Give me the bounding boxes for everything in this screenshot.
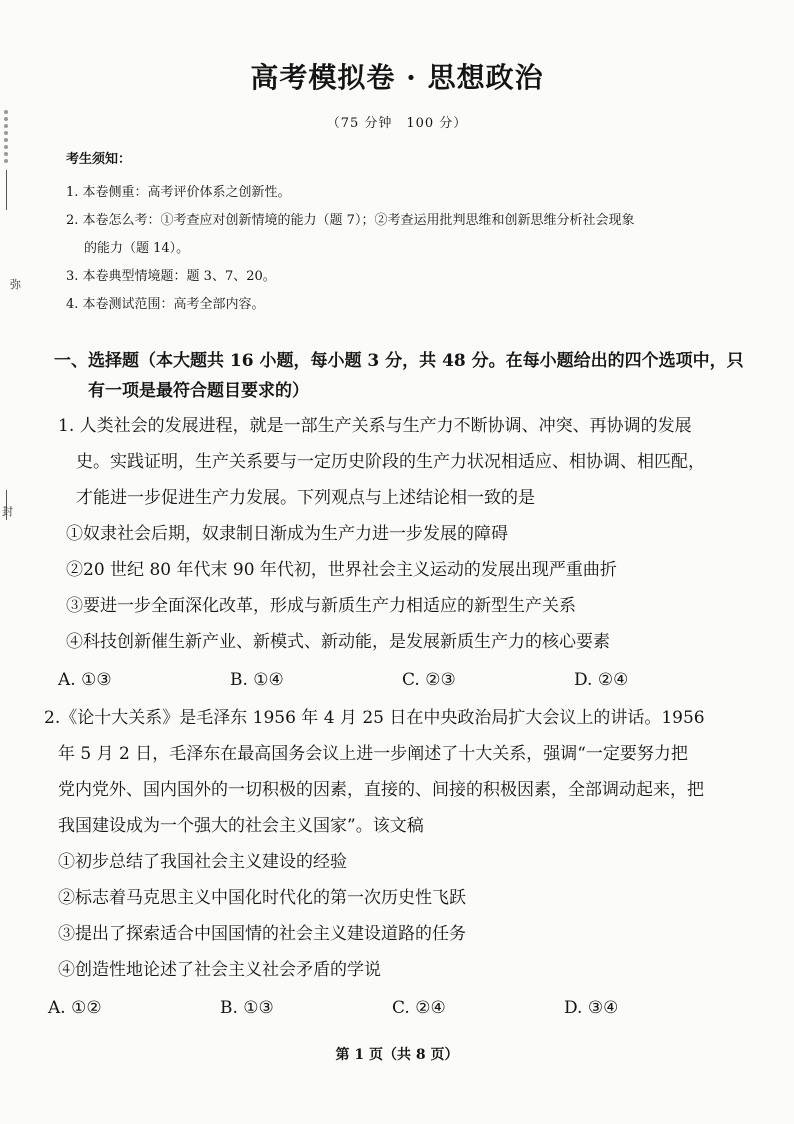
exam-body (44, 346, 758, 1026)
stem-line: 我国建设成为一个强大的社会主义国家”。该文稿 (58, 816, 424, 836)
statement-option: ③要进一步全面深化改革，形成与新质生产力相适应的新型生产关系 (66, 596, 576, 616)
exam-duration-score: （75 分钟 100 分） (326, 116, 468, 131)
notice-item: 的能力（题 14）。 (84, 241, 190, 256)
candidate-notice (66, 148, 766, 319)
question-2 (44, 700, 758, 1026)
notice-heading: 考生须知： (66, 152, 132, 167)
stem-line: 2.《论十大关系》是毛泽东 1956 年 4 月 25 日在中央政治局扩大会议上的讲话。1956 (44, 708, 705, 728)
notice-item: 1. 本卷侧重：高考评价体系之创新性。 (66, 185, 291, 200)
section-heading (54, 346, 758, 406)
page-number: 第 1 页（共 8 页） (335, 1047, 459, 1063)
choice-b[interactable]: B. ①③ (220, 998, 274, 1018)
question-stem (44, 700, 758, 844)
stem-line: 才能进一步促进生产力发展。下列观点与上述结论相一致的是 (76, 488, 535, 508)
choice-c[interactable]: C. ②③ (402, 670, 456, 690)
section-heading-line: 一、选择题（本大题共 16 小题，每小题 3 分，共 48 分。在每小题给出的四个选项中，只 (54, 351, 744, 371)
choice-a[interactable]: A. ①② (48, 998, 102, 1018)
choice-c[interactable]: C. ②④ (392, 998, 446, 1018)
answer-choices (58, 662, 758, 698)
statement-option: ①初步总结了我国社会主义建设的经验 (58, 852, 347, 872)
notice-item: 2. 本卷怎么考：①考查应对创新情境的能力（题 7）；②考查运用批判思维和创新思维分析社会现象 (66, 213, 635, 228)
statement-option: ①奴隶社会后期，奴隶制日渐成为生产力进一步发展的障碍 (66, 524, 508, 544)
notice-item: 4. 本卷测试范围：高考全部内容。 (66, 297, 265, 312)
question-1 (58, 408, 758, 698)
choice-d[interactable]: D. ②④ (574, 670, 629, 690)
answer-choices (48, 990, 758, 1026)
stem-line: 1. 人类社会的发展进程，就是一部生产关系与生产力不断协调、冲突、再协调的发展 (58, 416, 692, 436)
stem-line: 年 5 月 2 日，毛泽东在最高国务会议上进一步阐述了十大关系，强调“一定要努力把 (58, 744, 688, 764)
statement-option: ③提出了探索适合中国国情的社会主义建设道路的任务 (58, 924, 466, 944)
notice-item: 3. 本卷典型情境题：题 3、7、20。 (66, 269, 276, 284)
statement-option: ②20 世纪 80 年代末 90 年代初，世界社会主义运动的发展出现严重曲折 (66, 560, 617, 580)
stem-line: 史。实践证明，生产关系要与一定历史阶段的生产力状况相适应、相协调、相匹配， (76, 452, 705, 472)
choice-a[interactable]: A. ①③ (58, 670, 112, 690)
choice-d[interactable]: D. ③④ (564, 998, 619, 1018)
statement-option: ④创造性地论述了社会主义社会矛盾的学说 (58, 960, 381, 980)
section-heading-line: 有一项是最符合题目要求的） (88, 381, 309, 401)
margin-line (6, 170, 7, 210)
margin-mark-mi: 弥 (10, 278, 21, 291)
statement-option: ④科技创新催生新产业、新模式、新动能，是发展新质生产力的核心要素 (66, 632, 610, 652)
statement-option: ②标志着马克思主义中国化时代化的第一次历史性飞跃 (58, 888, 466, 908)
stem-line: 党内党外、国内国外的一切积极的因素，直接的、间接的积极因素，全部调动起来，把 (58, 780, 704, 800)
question-stem (58, 408, 758, 516)
page-title: 高考模拟卷 · 思想政治 (250, 61, 544, 94)
choice-b[interactable]: B. ①④ (230, 670, 284, 690)
margin-mark-feng: 封 (2, 505, 13, 518)
